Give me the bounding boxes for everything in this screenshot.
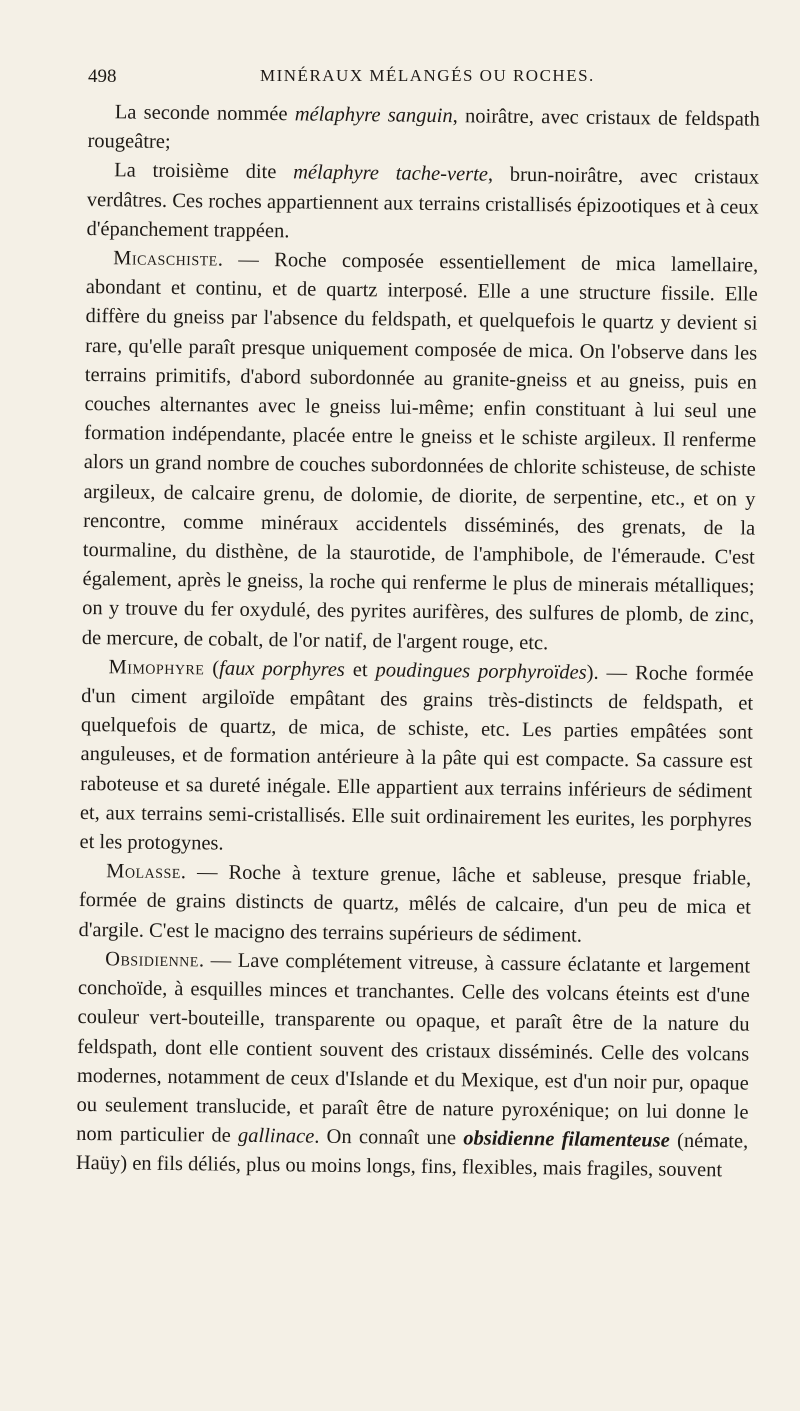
entry-obsidienne <box>76 945 751 1186</box>
text-run: et <box>344 658 376 682</box>
text-run: La seconde nommée <box>114 101 295 126</box>
page-bottom-margin <box>0 1330 800 1411</box>
italic-term: faux porphyres <box>219 657 345 681</box>
page-number: 498 <box>88 66 117 87</box>
page-header <box>88 66 758 94</box>
body-text <box>76 98 760 1186</box>
entry-term: Micaschiste <box>113 247 218 271</box>
entry-term: Molasse <box>106 860 181 884</box>
italic-term: mélaphyre tache-verte <box>293 161 489 186</box>
text-run: La troisième dite <box>114 159 294 184</box>
text-run: ). — Roche formée d'un ciment argiloïde empâtant des grains très-distincts de feldspath, et quelquefois de quartz, de mica, de schiste, etc. Les parties empâtées sont anguleuses, et de formation antérieure à la pâte qui est compacte. Sa cassure est raboteuse et sa dureté inégale. Elle appartient aux terrains inférieurs de sédiment et, aux terrains semi-cristallisés. Elle suit ordinairement les eurites, les porphyres et les protogynes. <box>79 661 754 855</box>
italic-term: gallinace <box>237 1124 315 1148</box>
entry-mimophyre <box>79 653 753 865</box>
entry-term: Mimophyre <box>108 656 205 680</box>
text-run: , noirâtre, avec cristaux de feldspath rougeâtre; <box>87 105 760 154</box>
text-run: . — Lave complétement vitreuse, à cassure éclatante et largement conchoïde, à esquilles minces et tranchantes. Celle des volcans éteints est d'une couleur vert-bouteille, transparente ou opaque, et paraît être de la nature du feldspath, dont elle contient souvent des cristaux disséminés. Celle des volcans modernes, notamment de ceux d'Islande et du Mexique, est d'un noir pur, opaque ou seulement translucide, et paraît être de nature pyroxénique; on lui donne le nom particulier de <box>76 949 751 1147</box>
text-run: , brun-noirâtre, avec cristaux verdâtres. Ces roches appartiennent aux terrains cristallisés épizootiques et à ceux d'épanchement trappéen. <box>86 163 760 243</box>
text-run: ( <box>204 657 220 680</box>
entry-text: . — Roche composée essentiellement de mica lamellaire, abondant et continu, et de quartz interposé. Elle a une structure fissile. Elle diffère du gneiss par l'absence du feldspath, et quelquefois le quartz y devient si rare, qu'elle paraît presque uniquement composée de mica. On l'observe dans les terrains primitifs, d'abord subordonnée au granite-gneiss et au gneiss, puis en couches alternantes avec le gneiss lui-même; enfin constituant à lui seul une formation indépendante, placée entre le gneiss et le schiste argileux. Il renferme alors un grand nombre de couches subordonnées de chlorite schisteuse, de schiste argileux, de calcaire grenu, de dolomie, de diorite, de serpentine, etc., et on y rencontre, comme minéraux accidentels disséminés, des grenats, de la tourmaline, du disthène, de la staurotide, de l'amphibole, de l'émeraude. C'est également, après le gneiss, la roche qui renferme le plus de minerais métalliques; on y trouve du fer oxydulé, des pyrites aurifères, des sulfures de plomb, de zinc, de mercure, de cobalt, de l'or natif, de l'argent rouge, etc. <box>81 248 759 654</box>
paragraph-melaphyre-tache-verte <box>86 156 759 251</box>
text-run: . On connaît une <box>314 1125 464 1150</box>
running-title: MINÉRAUX MÉLANGÉS OU ROCHES. <box>260 66 595 85</box>
text-run: (némate, Haüy) en fils déliés, plus ou moins longs, fins, flexibles, mais fragiles, souvent <box>75 1129 749 1182</box>
entry-text: . — Roche à texture grenue, lâche et sableuse, presque friable, formée de grains distincts de quartz, mêlés de calcaire, d'un peu de mica et d'argile. C'est le macigno des terrains supérieurs de sédiment. <box>78 861 752 947</box>
entry-micaschiste <box>82 244 759 660</box>
italic-term: poudingues porphyroïdes <box>375 659 587 684</box>
paragraph-melaphyre-sanguin <box>87 98 760 164</box>
entry-molasse <box>78 857 751 952</box>
bold-term: obsidienne filamenteuse <box>463 1127 670 1152</box>
entry-term: Obsidienne <box>105 948 200 972</box>
italic-term: mélaphyre sanguin <box>294 103 453 128</box>
